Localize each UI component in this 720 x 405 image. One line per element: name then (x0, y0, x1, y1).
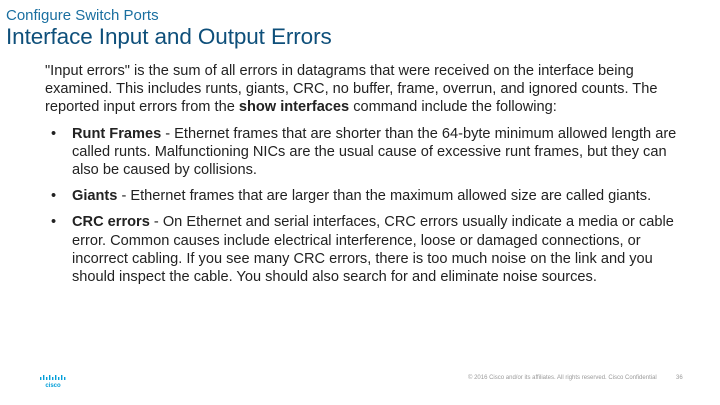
description-runt-frames: - Ethernet frames that are shorter than the 64-byte minimum allowed length are called runts. Malfunctioning NICs are the usual cause of excessive runt frames, but they can also be caused by collisions. (72, 125, 677, 179)
intro-text-after: command include the following: (349, 99, 557, 116)
description-giants: - Ethernet frames that are larger than the maximum allowed size are called giants. (117, 188, 652, 205)
footer-copyright: © 2016 Cisco and/or its affiliates. All rights reserved. Cisco Confidential (468, 375, 657, 381)
list-item-runt-frames (45, 125, 685, 180)
error-type-list (45, 125, 685, 287)
intro-text-before: "Input errors" is the sum of all errors in datagrams that were received on the interface being examined. This includes runts, giants, CRC, no buffer, frame, overrun, and ignored counts. The reported input errors from the (45, 63, 658, 116)
bullet-icon: • (51, 188, 57, 205)
cisco-logo-icon (38, 374, 68, 388)
intro-paragraph (45, 62, 685, 117)
page-title: Interface Input and Output Errors (6, 24, 332, 49)
description-crc-errors: - On Ethernet and serial interfaces, CRC errors usually indicate a media or cable error. Common causes include electrical interference, loose or damaged connections, or incorrect cabling. If you see many CRC errors, there is too much noise on the link and you should inspect the cable. You should also search for and eliminate noise sources. (72, 214, 674, 286)
bullet-icon: • (51, 125, 57, 142)
page-number: 36 (676, 375, 683, 381)
bullet-icon: • (51, 214, 57, 231)
list-item-giants (45, 187, 685, 205)
term-giants: Giants (72, 188, 118, 205)
term-crc-errors: CRC errors (72, 214, 150, 231)
section-label: Configure Switch Ports (6, 7, 159, 24)
term-runt-frames: Runt Frames (72, 125, 162, 142)
slide-body (45, 62, 685, 294)
list-item-crc-errors (45, 213, 685, 286)
command-name: show interfaces (238, 99, 350, 116)
svg-text:cisco: cisco (45, 383, 61, 388)
